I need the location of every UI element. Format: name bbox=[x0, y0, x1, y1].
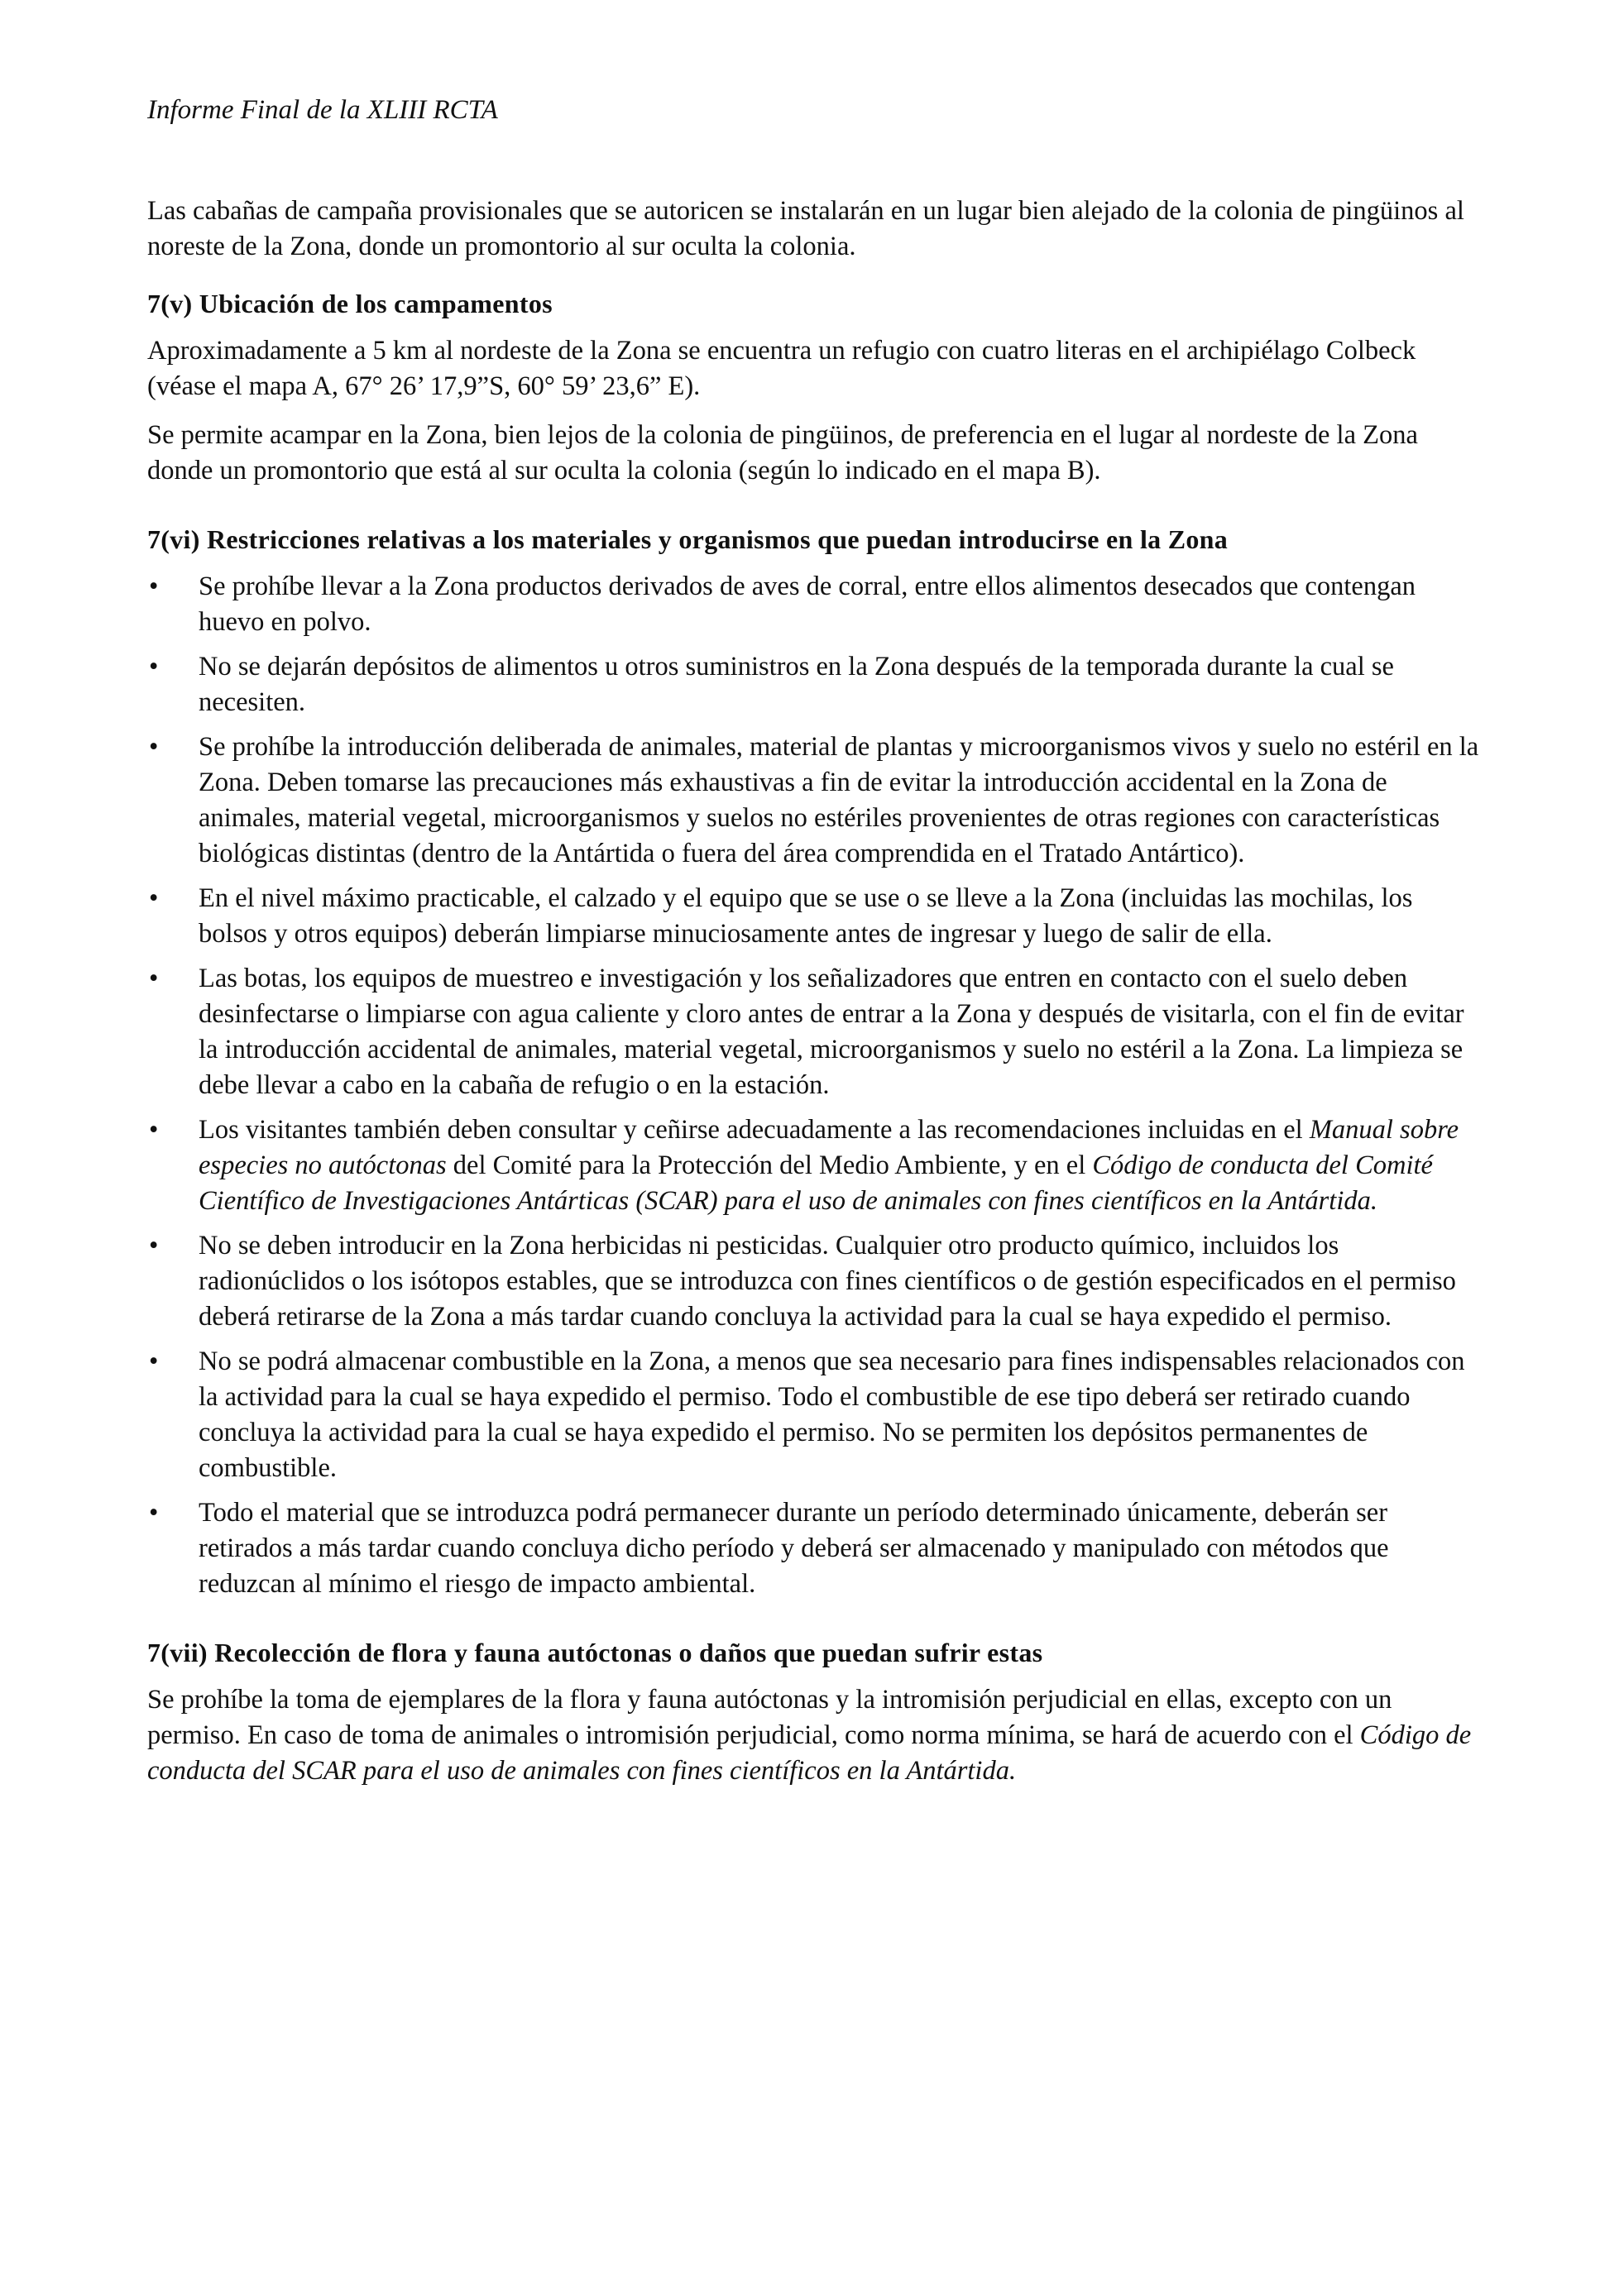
list-item-text: Todo el material que se introduzca podrá permanecer durante un período determinado únicamente, deberán ser retirados a más tardar cuando concluya dicho período y deberá ser almacenado y manipulado con métodos que reduzcan al mínimo el riesgo de impacto ambiental. bbox=[199, 1498, 1389, 1599]
list-item-text: En el nivel máximo practicable, el calzado y el equipo que se use o se lleve a la Zona (incluidas las mochilas, los bolsos y otros equipos) deberán limpiarse minuciosamente antes de ingresar y luego de salir de ella. bbox=[199, 883, 1413, 949]
text-run: Se prohíbe la toma de ejemplares de la flora y fauna autóctonas y la intromisión perjudicial en ellas, excepto con un permiso. En caso de toma de animales o intromisión perjudicial, como norma mínima, se hará de acuerdo con el bbox=[147, 1685, 1392, 1750]
list-item-text bbox=[199, 1115, 1459, 1216]
text-run: . bbox=[1008, 1756, 1017, 1786]
bullet-icon: • bbox=[149, 1347, 159, 1376]
list-item bbox=[147, 1112, 1487, 1219]
intro-paragraph: Las cabañas de campaña provisionales que se autoricen se instalarán en un lugar bien alejado de la colonia de pingüinos al noreste de la Zona, donde un promontorio al sur oculta la colonia. bbox=[147, 196, 1464, 261]
bullet-icon: • bbox=[149, 1498, 159, 1528]
list-item-text: Las botas, los equipos de muestreo e investigación y los señalizadores que entren en contacto con el suelo deben desinfectarse o limpiarse con agua caliente y cloro antes de entrar a la Zona y después de visitarla, con el fin de evitar la introducción accidental de animales, material vegetal, microorganismos y suelo no estéril a la Zona. La limpieza se debe llevar a cabo en la cabaña de refugio o en la estación. bbox=[199, 964, 1464, 1100]
bullet-icon: • bbox=[149, 652, 159, 682]
bullet-icon: • bbox=[149, 572, 159, 601]
list-item bbox=[147, 961, 1487, 1103]
list-item bbox=[147, 649, 1487, 720]
scar-code-title: Código de conducta del SCAR para el uso de animales con fines científicos en la Antártida bbox=[147, 1720, 1472, 1786]
bullet-icon: • bbox=[149, 883, 159, 913]
list-item-text: No se dejarán depósitos de alimentos u otros suministros en la Zona después de la temporada durante la cual se necesiten. bbox=[199, 652, 1394, 717]
flora-paragraph bbox=[147, 1682, 1487, 1789]
heading-camp-locations: 7(v) Ubicación de los campamentos bbox=[147, 289, 553, 318]
list-item bbox=[147, 729, 1487, 872]
text-run: del Comité para la Protección del Medio Ambiente, y en el bbox=[446, 1150, 1093, 1180]
text-run: Los visitantes también deben consultar y ceñirse adecuadamente a las recomendaciones incluidas en el bbox=[199, 1115, 1310, 1145]
list-item bbox=[147, 1495, 1487, 1602]
list-item-text: Se prohíbe llevar a la Zona productos derivados de aves de corral, entre ellos alimentos desecados que contengan huevo en polvo. bbox=[199, 572, 1416, 637]
bullet-icon: • bbox=[149, 1115, 159, 1145]
bullet-icon: • bbox=[149, 964, 159, 993]
manual-title: Manual sobre especies no autóctonas bbox=[199, 1115, 1459, 1180]
restrictions-list bbox=[147, 569, 1487, 1602]
list-item bbox=[147, 569, 1487, 640]
list-item bbox=[147, 1228, 1487, 1335]
bullet-icon: • bbox=[149, 732, 159, 762]
scar-code-title: Código de conducta del Comité Científico de Investigaciones Antárticas (SCAR) para el uso de animales con fines científicos en la Antártida. bbox=[199, 1150, 1433, 1216]
list-item-text: No se podrá almacenar combustible en la Zona, a menos que sea necesario para fines indispensables relacionados con la actividad para la cual se haya expedido el permiso. Todo el combustible de ese tipo deberá ser retirado cuando concluya la actividad para la cual se haya expedido el permiso. No se permiten los depósitos permanentes de combustible. bbox=[199, 1347, 1465, 1483]
camp-paragraph-refuge: Aproximadamente a 5 km al nordeste de la Zona se encuentra un refugio con cuatro literas en el archipiélago Colbeck (véase el mapa A, 67° 26’ 17,9”S, 60° 59’ 23,6” E). bbox=[147, 336, 1416, 401]
heading-flora-fauna: 7(vii) Recolección de flora y fauna autóctonas o daños que puedan sufrir estas bbox=[147, 1638, 1043, 1667]
list-item-text: No se deben introducir en la Zona herbicidas ni pesticidas. Cualquier otro producto químico, incluidos los radionúclidos o los isótopos estables, que se introduzca con fines científicos o de gestión especificados en el permiso deberá retirarse de la Zona a más tardar cuando concluya la actividad para la cual se haya expedido el permiso. bbox=[199, 1231, 1456, 1332]
document-body bbox=[147, 194, 1487, 1802]
running-header: Informe Final de la XLIII RCTA bbox=[147, 95, 498, 125]
list-item-text: Se prohíbe la introducción deliberada de animales, material de plantas y microorganismos vivos y suelo no estéril en la Zona. Deben tomarse las precauciones más exhaustivas a fin de evitar la introducción accidental en la Zona de animales, material vegetal, microorganismos y suelos no estériles provenientes de otras regiones con características biológicas distintas (dentro de la Antártida o fuera del área comprendida en el Tratado Antártico). bbox=[199, 732, 1479, 868]
bullet-icon: • bbox=[149, 1231, 159, 1260]
list-item bbox=[147, 1344, 1487, 1486]
list-item bbox=[147, 881, 1487, 952]
camp-paragraph-camping: Se permite acampar en la Zona, bien lejos de la colonia de pingüinos, de preferencia en el lugar al nordeste de la Zona donde un promontorio que está al sur oculta la colonia (según lo indicado en el mapa B). bbox=[147, 420, 1418, 486]
heading-material-restrictions: 7(vi) Restricciones relativas a los materiales y organismos que puedan introducirse en la Zona bbox=[147, 524, 1229, 554]
